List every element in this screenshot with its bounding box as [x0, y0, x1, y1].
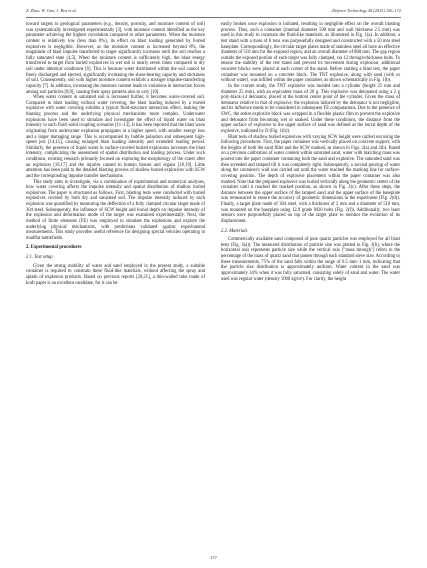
left-column	[26, 22, 205, 286]
section-title: 2. Experimental procedures	[26, 245, 82, 251]
subsection-title: 2.2. Materials	[221, 228, 248, 234]
subsection-title: 2.1. Test setup	[26, 255, 53, 260]
paragraph: Commercially available sand composed of pure quartz particles was employed for all blast tests (Fig. 3(a)). The measured distribution of particle size was plotted in Fig. 3(b), where the horizontal axis represents particle size while the vertical axis ("mass through") refers to the percentage of the mass of quartz sand that passes through each standard sieve size. According to these measurements, 75% of the sand falls within the range of 0.5 mm–1 mm, indicating that the particle size distribution is approximately uniform. Water content in the sand was approximately 34% when it was fully saturated, consisting solely of sand and water. The water used was regular water (density 1000 kg/m³). For clarity, the height	[221, 237, 400, 282]
paragraph: Blast tests of shallow buried explosives with varying SCW height were carried out using the following procedures. First, the paper container was vertically placed on concrete support, with the heights of both the sand filler and the SCW marked, as shown in Figs. 2(a) and 2(b). Based on a previous calibration of water content within saturated sand, water with matching mass was poured into the paper container containing both the sand and explosive. The saturated sand was then screeded and tamped till it was completely tight. Subsequently, a second pouring of water along the container's wall was carried out until the water reached the marking line for surface-covering position. The depth of explosive placement within the paper container was also marked. Note that the prepared explosive was buried vertically along the geometric center of the container until it reached the marked position, as shown in Fig. 2(c). After these steps, the distance between the upper surface of the tamped sand and the upper surface of the baseplate was remeasured to ensure the accuracy of geometric dimensions in the experiment (Fig. 2(d)). Finally, a target plate made of 304 steel, with a thickness of 2 mm and a diameter of 510 mm, was mounted on the baseplate using 12.9 grade M20 bolts (Fig. 2(f)). Additionally, two laser sensors were purposefully placed on top of the target plate to monitor the evolution of its displacement.	[221, 134, 400, 224]
paragraph: In the current study, the TNT explosive was molded into a cylinder (height 25 mm and diameter 25 mm), with an equivalent mass of 20 g. This explosive was detonated using a 2 g poly-black-14 detonator, placed at the bottom center point of the cylinder. Given the mass of detonator relative to that of explosive, the explosion induced by the detonator is not negligible, and its influence needs to be considered in subsequent FE computations. Due to the presence of SWC, the entire explosive block was wrapped in a flexible plastic film to prevent the explosive and detonator from becoming wet or soaked. Under these conditions, the distance from the upper surface of explosive to the upper surface of sand was defined as the burial depth of the explosive, indicated by D (Fig. 1(b)).	[221, 83, 400, 134]
paragraph: This study aims to investigate, via a combination of experimental and numerical analyses, how water covering affects the impulse intensity and spatial distribution of shallow buried explosives. The paper is structured as follows. First, blasting tests were conducted with buried explosives covered by both dry and saturated soil. The impulse intensity induced by each explosion was quantified by measuring the deflection of a fully clamped circular target made of 304 steel. Subsequently, the influence of SCW height and burial depth on impulse intensity of the explosion and deformation mode of the target was examined experimentally. Next, the method of finite elements (FE) was employed to simulate the explosions and explore the underlying physical mechanisms, with predictions validated against experimental measurements. This study provides useful reference for designing special vehicles operating in mudflat battlefields.	[26, 179, 205, 241]
page-number: 157	[210, 555, 217, 560]
paragraph: easily broken once explosion is initiated, resulting in negligible effect on the overall blasting process. Thus, such a container (internal diameter 500 mm and wall thickness 2.5 mm) was used in this study to constrain the fluid-like materials, as illustrated in Fig. 1(a). In addition, a test stand with a mass of 8 tons was purposefully designed and constructed with a 50 mm steel baseplate. Correspondingly, the circular target plates made of stainless steel all have an effective diameter of 510 mm for the exposed region, and an overall diameter of 800 mm. The gap region outside the exposed portion of each target was fully clamped, via 12 through-thickness bolts. To ensure the stability of the test stand and prevent its movement during explosion, additional concrete blocks were placed at each corner of the stand. Before starting a blast test, the paper container was mounted on a concrete block. The TNT explosive, along with sand (with or without water), was infilled within the paper container, as shown schematically in Fig. 1(b).	[221, 22, 400, 84]
running-head-journal: Defence Technology 48 (2025) 156–172	[332, 8, 401, 13]
running-head-authors: Z. Zhao, W. Gao, J. Ren et al.	[26, 8, 77, 13]
header-rule	[26, 17, 401, 18]
paragraph: Given the strong mobility of water and sand employed in the present study, a suitable container is required to constrain these fluid-like materials, without affecting the spray and splash of explosion products. Based on previous reports [20,21], a thin-walled tube made of kraft paper is an excellent candidate, for it can be	[26, 263, 205, 286]
paragraph: toward targets to geological parameters (e.g., density, porosity, and moisture content of soil) was systematically investigated experimentally [3], with moisture content identified as the key parameter achieving the highest correlation compared to other parameters. When the moisture content is relatively low (less than 8%), its effect on blast loading generated by buried explosives is negligible. However, as the moisture content is increased beyond 8%, the magnitude of blast impulse transferred to target significantly increases until the soil reaches a fully saturated state [4,5]. When the moisture content is sufficiently high, the blast energy transferred to target from buried explosives in wet soil is nearly seven times compared to dry soil under identical conditions [6]. This is because water distributed within the soil cannot be freely discharged and ejected, significantly increasing the shear-bearing capacity and stickiness of soil. Consequently, soil with higher moisture content exhibits a stronger impulse-transferring capacity [7]. In addition, increasing the moisture content leads to variations in interaction forces among soil particles [8,9], causing their spray patterns also to vary [10].	[26, 22, 205, 95]
right-column	[221, 22, 400, 282]
paragraph: When water content in saturated soil is increased further, it becomes water-covered soil. Compared to blast loading without water covering, the blast loading induced by a buried explosive with water covering exhibits a typical fluid-structure interaction effect, making the blasting process and the underlying physical mechanisms more complex. Underwater explosions have been used to simulate and investigate the effect of liquid water on blast intensity in such fluid–solid coupling scenarios [11–13]. It has been reported that the blast wave originating from underwater explosion propagates at a higher speed, with smaller energy loss and a larger damaging range. This is accompanied by bubble pulsation and subsequent high-speed jets [14,15], causing enlarged blast loading intensity and extended loading period. Similarly, the presence of liquid water in surface-covered buried explosions increases the blast intensity, complicating the assessment of spatial distribution and loading process. Under such conditions, existing research primarily focused on exploring the morphology of the crater after an explosion [16,17] and the injuries caused to human tissues and organs [18,19]. Little attention has been paid to the detailed blasting process of shallow buried explosives with SCW and the corresponding impulse transfer mechanisms.	[26, 95, 205, 179]
